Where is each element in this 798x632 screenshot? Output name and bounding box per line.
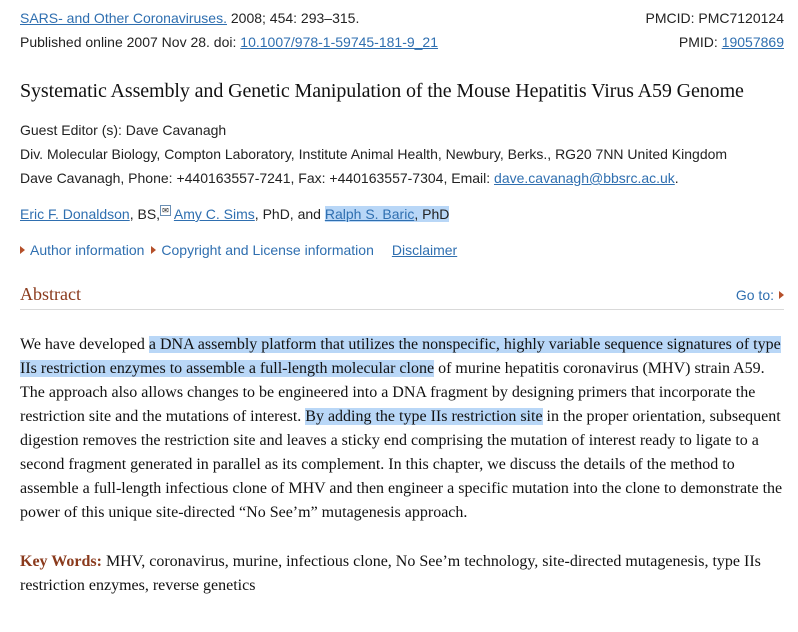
- tab-copyright-license-label: Copyright and License information: [161, 242, 374, 258]
- editor-block: [20, 118, 784, 190]
- abstract-text-2: of murine hepatitis coronavirus (MHV) strain A59. The approach also allows changes to be engineered into a DNA fragment by designing primers that incorporate the restriction site and the mutations of interest.: [20, 360, 765, 425]
- triangle-right-icon: [151, 246, 156, 254]
- info-tabs: [20, 238, 784, 262]
- contact-info: [20, 166, 784, 190]
- publication-row: [20, 30, 784, 54]
- pmid-label: PMID:: [678, 34, 718, 50]
- pmid-link[interactable]: 19057869: [721, 34, 784, 50]
- tab-copyright-license[interactable]: [151, 238, 373, 262]
- abstract-heading: Abstract: [20, 284, 81, 304]
- published-text: Published online 2007 Nov 28. doi:: [20, 34, 241, 50]
- pmcid-value: PMC7120124: [698, 10, 784, 26]
- abstract-text-3: in the proper orientation, subsequent digestion removes the restriction site and leaves a sticky end comprising the mutation of interest ready to ligate to a second fragment generated in parallel as its complement. In this chapter, we discuss the details of the method to assemble a full-length infectious clone of MHV and then engineer a specific mutation into the clone to demonstrate the power of this unique site-directed “No See’m” mutagenesis approach.: [20, 408, 783, 521]
- keywords: [20, 550, 784, 598]
- journal-link[interactable]: SARS- and Other Coronaviruses.: [20, 10, 227, 26]
- goto-menu[interactable]: [736, 287, 784, 303]
- contact-email-link[interactable]: dave.cavanagh@bbsrc.ac.uk: [494, 170, 675, 186]
- pmcid-label: PMCID:: [645, 10, 695, 26]
- contact-suffix: .: [674, 170, 679, 186]
- citation-details: 2008; 454: 293–315.: [226, 10, 360, 26]
- abstract-body: [20, 333, 784, 525]
- affiliation: Div. Molecular Biology, Compton Laboratory, Institute Animal Health, Newbury, Berks., RG20 7NN United Kingdom: [20, 146, 728, 162]
- author-degree-2: , PhD, and: [254, 206, 325, 222]
- triangle-right-icon: [20, 246, 25, 254]
- keywords-text: MHV, coronavirus, murine, infectious clone, No See’m technology, site-directed mutagenesis, type IIs restriction enzymes, reverse genetics: [20, 553, 761, 594]
- abstract-text-1: We have developed: [20, 336, 149, 353]
- author-degree-1: , BS,: [129, 206, 161, 222]
- tab-author-information-label: Author information: [30, 242, 145, 258]
- triangle-right-icon: [779, 291, 784, 299]
- author-link-baric[interactable]: Ralph S. Baric: [324, 206, 415, 222]
- keywords-label: Key Words:: [20, 553, 102, 570]
- author-link-sims[interactable]: Amy C. Sims: [173, 206, 255, 222]
- disclaimer-link[interactable]: Disclaimer: [391, 242, 458, 258]
- contact-text: Dave Cavanagh, Phone: +440163557-7241, Fax: +440163557-7304, Email:: [20, 170, 495, 186]
- doi-link[interactable]: 10.1007/978-1-59745-181-9_21: [240, 34, 439, 50]
- article-title: Systematic Assembly and Genetic Manipulation of the Mouse Hepatitis Virus A59 Genome: [20, 80, 744, 102]
- goto-label: Go to:: [735, 287, 774, 303]
- abstract-header: [20, 284, 784, 310]
- pmid: [679, 30, 784, 54]
- published-info: [20, 30, 438, 54]
- tab-author-information[interactable]: [20, 238, 144, 262]
- author-link-donaldson[interactable]: Eric F. Donaldson: [20, 206, 130, 222]
- author-degree-3: , PhD: [414, 206, 450, 222]
- citation-row: [20, 6, 784, 30]
- highlight-2: By adding the type IIs restriction site: [305, 408, 543, 425]
- highlight-1: a DNA assembly platform that utilizes the nonspecific, highly variable sequence signatures of type IIs restriction enzymes to assemble a full-length molecular clone: [20, 336, 781, 377]
- citation: [20, 6, 359, 30]
- pmcid: [645, 6, 784, 30]
- author-list: [20, 202, 784, 226]
- highlight-author-baric: [325, 206, 450, 222]
- guest-editor: Guest Editor (s): Dave Cavanagh: [20, 122, 227, 138]
- article-page: [20, 0, 784, 598]
- mail-icon[interactable]: ✉: [162, 206, 169, 216]
